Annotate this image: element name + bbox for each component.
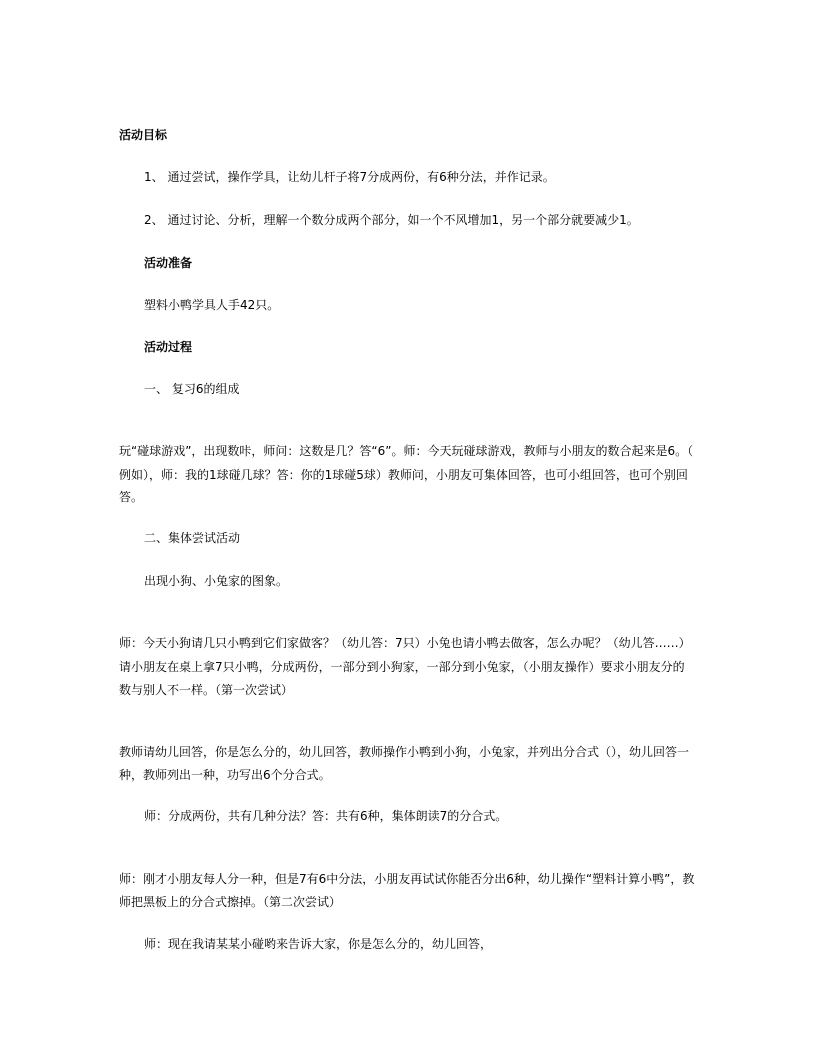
- heading-activity-preparation: 活动准备: [144, 256, 193, 270]
- paragraph-1-line-1: 玩“碰球游戏”，出现数咔，师问：这数是几？答“6”。师：今天玩碰球游戏，教师与小朋友的数合起来是6。（: [119, 444, 694, 458]
- heading-activity-process: 活动过程: [144, 340, 193, 354]
- teacher-line-2: 师：现在我请某某小碰哟来告诉大家，你是怎么分的，幼儿回答，: [144, 937, 493, 951]
- paragraph-4-line-1: 师：刚才小朋友每人分一种，但是7有6中分法，小朋友再试试你能否分出6种，幼儿操作“塑料计算小鸭”，教: [119, 872, 695, 886]
- teacher-line-1: 师：分成两份，共有几种分法？答：共有6种，集体朗读7的分合式。: [144, 809, 508, 823]
- goal-item-2: 2、 通过讨论、分析，理解一个数分成两个部分，如一个不风增加1，另一个部分就要减少1。: [144, 213, 639, 227]
- paragraph-2-line-2: 请小朋友在桌上拿7只小鸭，分成两份，一部分到小狗家，一部分到小兔家，（小朋友操作）要求小朋友分的: [119, 660, 685, 674]
- goal-item-1: 1、 通过尝试，操作学具，让幼儿杆子将7分成两份，有6种分法，并作记录。: [144, 170, 555, 184]
- paragraph-4-line-2: 师把黑板上的分合式擦掉。（第二次尝试）: [119, 895, 342, 909]
- paragraph-3-line-2: 种，教师列出一种，功写出6个分合式。: [119, 768, 331, 782]
- heading-activity-goal: 活动目标: [119, 128, 168, 142]
- paragraph-1-line-3: 答。: [119, 490, 144, 504]
- step-1-title: 一、 复习6的组成: [144, 382, 240, 396]
- paragraph-2-line-1: 师：今天小狗请几只小鸭到它们家做客？（幼儿答：7只）小兔也请小鸭去做客，怎么办呢？（幼儿答……）: [119, 636, 691, 650]
- paragraph-2-line-3: 数与别人不一样。（第一次尝试）: [119, 683, 294, 697]
- paragraph-3-line-1: 教师请幼儿回答，你是怎么分的，幼儿回答，教师操作小鸭到小狗，小兔家，并列出分合式（），幼儿回答一: [119, 745, 690, 759]
- step-2-text: 出现小狗、小兔家的图象。: [144, 574, 289, 588]
- preparation-text: 塑料小鸭学具人手42只。: [144, 298, 280, 312]
- paragraph-1-line-2: 例如），师：我的1球碰几球？答：你的1球碰5球）教师问，小朋友可集体回答，也可小组回答，也可个别回: [119, 468, 688, 482]
- step-2-title: 二、集体尝试活动: [144, 531, 241, 545]
